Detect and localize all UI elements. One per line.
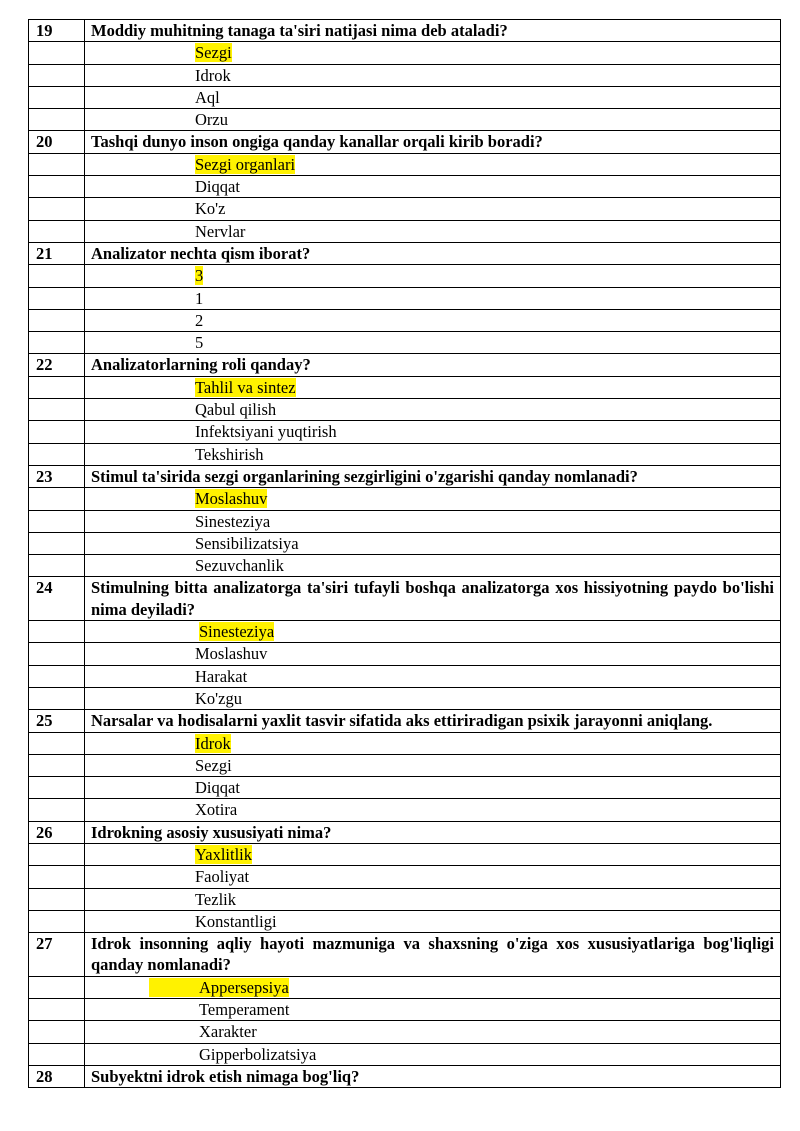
answer-row — [29, 265, 781, 287]
question-number: 20 — [29, 131, 85, 153]
question-text: Tashqi dunyo inson ongiga qanday kanallar orqali kirib boradi? — [85, 131, 781, 153]
answer-row — [29, 86, 781, 108]
correct-answer-highlight: Appersepsiya — [149, 978, 289, 997]
question-row — [29, 821, 781, 843]
correct-answer-highlight: Tahlil va sintez — [195, 377, 296, 397]
empty-cell — [29, 999, 85, 1021]
empty-cell — [29, 687, 85, 709]
question-number: 25 — [29, 710, 85, 732]
answer-row — [29, 665, 781, 687]
empty-cell — [29, 910, 85, 932]
answer-option: Konstantligi — [85, 910, 781, 932]
answer-option: Xarakter — [85, 1021, 781, 1043]
answer-option: Gipperbolizatsiya — [85, 1043, 781, 1065]
empty-cell — [29, 443, 85, 465]
answer-row — [29, 332, 781, 354]
question-row — [29, 710, 781, 732]
question-text: Analizatorlarning roli qanday? — [85, 354, 781, 376]
question-number: 22 — [29, 354, 85, 376]
empty-cell — [29, 399, 85, 421]
answer-row — [29, 1043, 781, 1065]
answer-option: Sensibilizatsiya — [85, 532, 781, 554]
question-text: Idrok insonning aqliy hayoti mazmuniga va shaxsning o'ziga xos xususiyatlariga bog'liqligi qanday nomlanadi? — [85, 933, 781, 977]
question-number: 21 — [29, 242, 85, 264]
empty-cell — [29, 86, 85, 108]
question-row — [29, 933, 781, 977]
question-row — [29, 131, 781, 153]
answer-option: Infektsiyani yuqtirish — [85, 421, 781, 443]
question-row — [29, 354, 781, 376]
answer-option: Moslashuv — [85, 643, 781, 665]
answer-row — [29, 643, 781, 665]
empty-cell — [29, 220, 85, 242]
answer-row — [29, 109, 781, 131]
answer-cell-correct — [85, 376, 781, 398]
answer-option: Sinesteziya — [85, 510, 781, 532]
answer-cell-correct — [85, 42, 781, 64]
answer-option: Tekshirish — [85, 443, 781, 465]
question-text: Analizator nechta qism iborat? — [85, 242, 781, 264]
answer-option: 1 — [85, 287, 781, 309]
answer-row — [29, 443, 781, 465]
answer-option: Ko'z — [85, 198, 781, 220]
answer-row — [29, 999, 781, 1021]
empty-cell — [29, 843, 85, 865]
question-number: 24 — [29, 577, 85, 621]
answer-row — [29, 510, 781, 532]
answer-option: Orzu — [85, 109, 781, 131]
question-text: Idrokning asosiy xususiyati nima? — [85, 821, 781, 843]
answer-option: Qabul qilish — [85, 399, 781, 421]
empty-cell — [29, 198, 85, 220]
answer-cell-correct — [85, 621, 781, 643]
question-number: 27 — [29, 933, 85, 977]
answer-row — [29, 976, 781, 998]
empty-cell — [29, 888, 85, 910]
answer-row — [29, 64, 781, 86]
answer-row — [29, 42, 781, 64]
empty-cell — [29, 777, 85, 799]
question-number: 19 — [29, 20, 85, 42]
empty-cell — [29, 153, 85, 175]
answer-option: 5 — [85, 332, 781, 354]
answer-row — [29, 176, 781, 198]
empty-cell — [29, 309, 85, 331]
empty-cell — [29, 976, 85, 998]
empty-cell — [29, 109, 85, 131]
empty-cell — [29, 488, 85, 510]
question-row — [29, 242, 781, 264]
question-number: 26 — [29, 821, 85, 843]
answer-option: Tezlik — [85, 888, 781, 910]
empty-cell — [29, 42, 85, 64]
question-text: Subyektni idrok etish nimaga bog'liq? — [85, 1065, 781, 1087]
question-row — [29, 465, 781, 487]
answer-row — [29, 910, 781, 932]
empty-cell — [29, 643, 85, 665]
answer-cell-correct — [85, 843, 781, 865]
empty-cell — [29, 1043, 85, 1065]
answer-row — [29, 1021, 781, 1043]
answer-row — [29, 732, 781, 754]
answer-option: Sezuvchanlik — [85, 555, 781, 577]
answer-option: Faoliyat — [85, 866, 781, 888]
correct-answer-highlight: Yaxlitlik — [195, 844, 253, 864]
answer-option: Aql — [85, 86, 781, 108]
empty-cell — [29, 754, 85, 776]
answer-option: Harakat — [85, 665, 781, 687]
empty-cell — [29, 866, 85, 888]
answer-option: Diqqat — [85, 777, 781, 799]
answer-cell-correct — [85, 153, 781, 175]
answer-option: Temperament — [85, 999, 781, 1021]
answer-row — [29, 153, 781, 175]
answer-option: Xotira — [85, 799, 781, 821]
empty-cell — [29, 64, 85, 86]
answer-option: Idrok — [85, 64, 781, 86]
question-text: Moddiy muhitning tanaga ta'siri natijasi nima deb ataladi? — [85, 20, 781, 42]
answer-row — [29, 888, 781, 910]
answer-option: Sezgi — [85, 754, 781, 776]
answer-row — [29, 309, 781, 331]
question-row — [29, 577, 781, 621]
answer-row — [29, 799, 781, 821]
empty-cell — [29, 732, 85, 754]
empty-cell — [29, 176, 85, 198]
question-number: 23 — [29, 465, 85, 487]
answer-row — [29, 621, 781, 643]
answer-row — [29, 866, 781, 888]
answer-row — [29, 555, 781, 577]
empty-cell — [29, 376, 85, 398]
answer-row — [29, 488, 781, 510]
answer-row — [29, 198, 781, 220]
answer-row — [29, 220, 781, 242]
empty-cell — [29, 287, 85, 309]
empty-cell — [29, 621, 85, 643]
correct-answer-highlight: Idrok — [195, 733, 231, 753]
empty-cell — [29, 532, 85, 554]
empty-cell — [29, 265, 85, 287]
correct-answer-highlight: Sezgi — [195, 43, 232, 63]
answer-row — [29, 376, 781, 398]
question-row — [29, 1065, 781, 1087]
correct-answer-highlight: Sezgi organlari — [195, 154, 296, 174]
correct-answer-highlight: Sinesteziya — [199, 622, 275, 642]
answer-cell-correct — [85, 976, 781, 998]
answer-option: Diqqat — [85, 176, 781, 198]
answer-row — [29, 843, 781, 865]
answer-row — [29, 399, 781, 421]
empty-cell — [29, 555, 85, 577]
answer-row — [29, 287, 781, 309]
empty-cell — [29, 665, 85, 687]
correct-answer-highlight: 3 — [195, 266, 204, 286]
empty-cell — [29, 332, 85, 354]
question-text: Stimul ta'sirida sezgi organlarining sezgirligini o'zgarishi qanday nomlanadi? — [85, 465, 781, 487]
answer-row — [29, 687, 781, 709]
answer-cell-correct — [85, 488, 781, 510]
correct-answer-highlight: Moslashuv — [195, 489, 268, 509]
question-text: Narsalar va hodisalarni yaxlit tasvir sifatida aks ettiriradigan psixik jarayonni aniqlang. — [85, 710, 781, 732]
answer-row — [29, 777, 781, 799]
answer-cell-correct — [85, 265, 781, 287]
answer-row — [29, 532, 781, 554]
empty-cell — [29, 510, 85, 532]
question-row — [29, 20, 781, 42]
quiz-table — [28, 19, 781, 1088]
answer-cell-correct — [85, 732, 781, 754]
answer-option: 2 — [85, 309, 781, 331]
empty-cell — [29, 799, 85, 821]
answer-row — [29, 421, 781, 443]
question-text: Stimulning bitta analizatorga ta'siri tufayli boshqa analizatorga xos hissiyotning paydo bo'lishi nima deyiladi? — [85, 577, 781, 621]
empty-cell — [29, 1021, 85, 1043]
empty-cell — [29, 421, 85, 443]
answer-row — [29, 754, 781, 776]
answer-option: Nervlar — [85, 220, 781, 242]
question-number: 28 — [29, 1065, 85, 1087]
answer-option: Ko'zgu — [85, 687, 781, 709]
